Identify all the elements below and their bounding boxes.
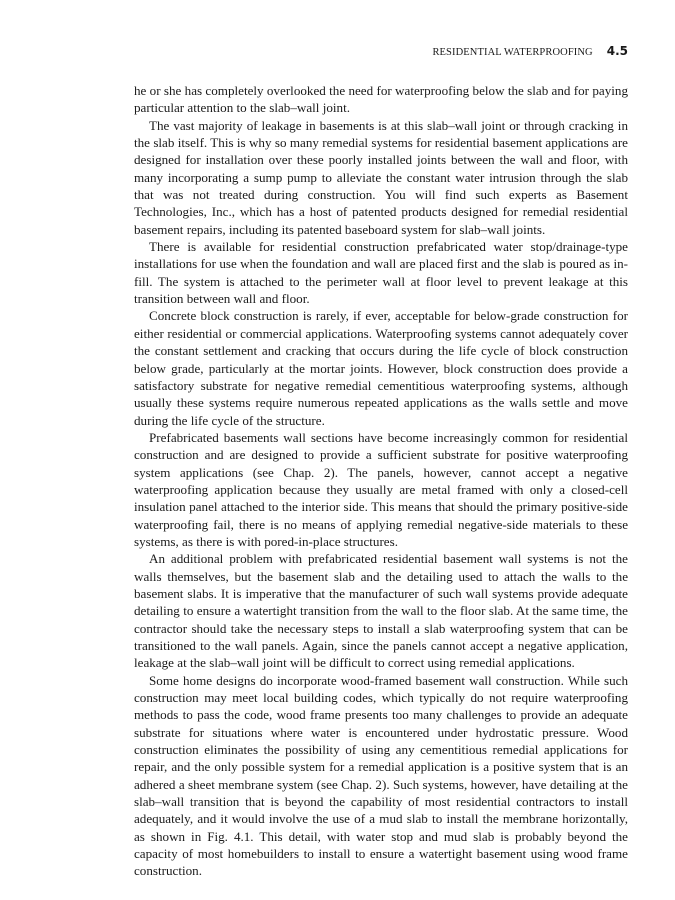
paragraph: The vast majority of leakage in basements is at this slab–wall joint or through cracking in the slab itself. This is why so many remedial systems for residential basement applications are designed for installation over these poorly installed joints between the wall and floor, with many incorporating a sump pump to alleviate the constant water intrusion through the slab that was not treated during construction. You will find such experts as Basement Technologies, Inc., which has a host of patented products designed for remedial residential basement repairs, including its patented baseboard system for slab–wall joints. bbox=[134, 117, 628, 237]
paragraph: Prefabricated basements wall sections have become increasingly common for residential construction and are designed to provide a sufficient substrate for positive waterproofing system applications (see Chap. 2). The panels, however, cannot accept a negative waterproofing application because they usually are metal framed with only a closed-cell insulation panel attached to the interior side. This means that should the primary positive-side waterproofing fail, there is no means of applying remedial negative-side materials to these systems, as there is with pored-in-place structures. bbox=[134, 429, 628, 549]
paragraph: Concrete block construction is rarely, if ever, acceptable for below-grade construction for either residential or commercial applications. Waterproofing systems cannot adequately cover the constant settlement and cracking that occurs during the life cycle of block construction below grade, particularly at the mortar joints. However, block construction does provide a satisfactory substrate for negative remedial cementitious waterproofing systems, although usually these systems require numerous repeated applications as the walls settle and move during the life cycle of the structure. bbox=[134, 308, 628, 428]
page-number: 4.5 bbox=[606, 44, 628, 58]
body-text bbox=[134, 82, 628, 880]
running-head: RESIDENTIAL WATERPROOFING bbox=[432, 47, 593, 58]
paragraph: An additional problem with prefabricated residential basement wall systems is not the walls themselves, but the basement slab and the detailing used to attach the walls to the basement slabs. It is imperative that the manufacturer of such wall systems provide adequate detailing to ensure a watertight transition from the wall to the floor slab. At the same time, the contractor should take the necessary steps to install a slab waterproofing system that can be transitioned to the wall panels. Again, since the panels cannot accept a negative application, leakage at the slab–wall joint will be difficult to correct using remedial applications. bbox=[134, 551, 628, 671]
paragraph: There is available for residential construction prefabricated water stop/drainage-type installations for use when the foundation and wall are placed first and the slab is poured as in-fill. The system is attached to the perimeter wall at floor level to prevent leakage at this transition between wall and floor. bbox=[134, 239, 628, 307]
page-header bbox=[134, 44, 628, 58]
paragraph: he or she has completely overlooked the need for waterproofing below the slab and for paying particular attention to the slab–wall joint. bbox=[134, 83, 628, 116]
paragraph: Some home designs do incorporate wood-framed basement wall construction. While such construction may meet local building codes, which typically do not require waterproofing methods to pass the code, wood frame presents too many challenges to provide an adequate substrate for situations where water is encountered under hydrostatic pressure. Wood construction eliminates the possibility of using any cementitious remedial applications for repair, and the only possible system for a remedial application is a positive system that is an adhered a sheet membrane system (see Chap. 2). Such systems, however, have detailing at the slab–wall transition that is beyond the capability of most residential contractors to install adequately, and it would involve the use of a mud slab to install the membrane horizontally, as shown in Fig. 4.1. This detail, with water stop and mud slab is probably beyond the capacity of most homebuilders to install to ensure a watertight basement using wood frame construction. bbox=[134, 672, 628, 879]
